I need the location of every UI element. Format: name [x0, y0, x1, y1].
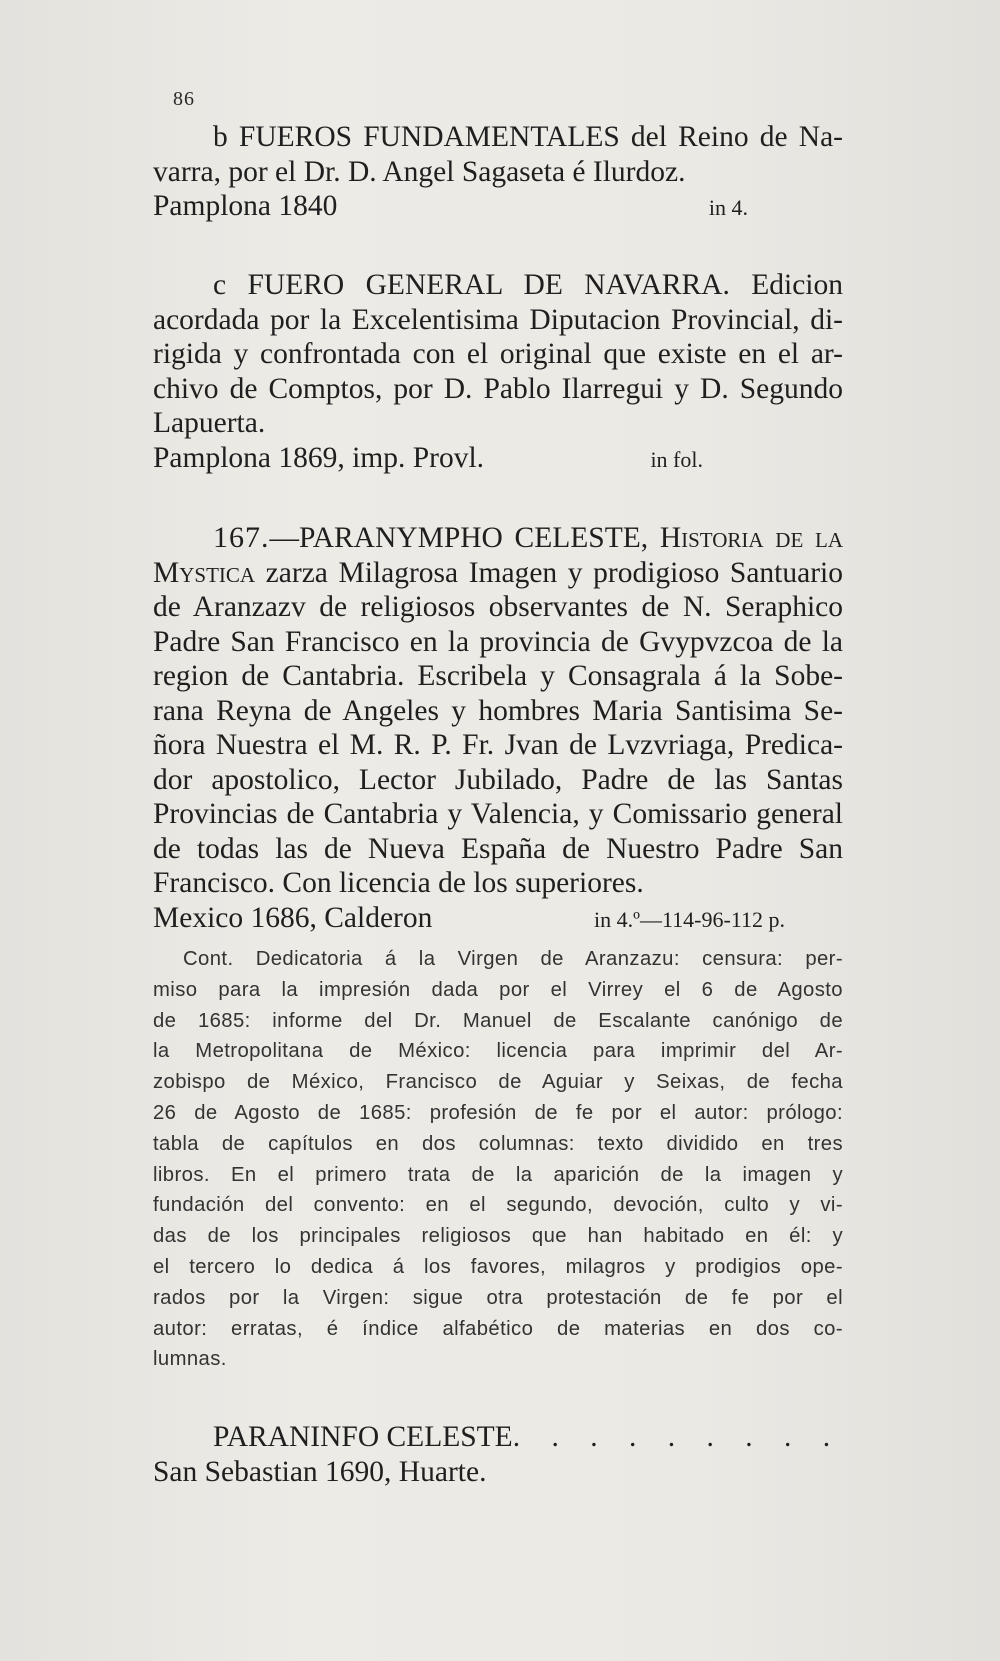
entry-167-line-4: Padre San Francisco en la provincia de Gvypvzcoa de la	[153, 625, 843, 658]
entry-167-line-2-smallcaps: Mystica	[153, 556, 256, 589]
entry-167-contents-note	[153, 944, 843, 1375]
entry-167-line-2	[153, 556, 843, 591]
entry-c-line-4: chivo de Comptos, por D. Pablo Ilarregui y D. Segundo	[153, 372, 843, 405]
entry-b	[153, 120, 843, 224]
entry-167-line-11: Francisco. Con licencia de los superiores.	[153, 867, 644, 899]
note-line: rados por la Virgen: sigue otra protestación de fe por el	[153, 1286, 843, 1309]
entry-167-line-10: de todas las de Nueva España de Nuestro Padre San	[153, 832, 843, 865]
entry-b-line-1: b FUEROS FUNDAMENTALES del Reino de Na-	[213, 121, 843, 153]
entry-167-line-5: region de Cantabria. Escribela y Consagrala á la Sobe-	[153, 660, 843, 692]
note-line: la Metropolitana de México: licencia para imprimir del Ar-	[153, 1040, 843, 1063]
note-line: de 1685: informe del Dr. Manuel de Escalante canónigo de	[153, 1009, 843, 1032]
entry-167-imprint-line	[153, 901, 843, 936]
entry-167-line-3: de Aranzazv de religiosos observantes de N. Seraphico	[153, 591, 843, 623]
entry-167-title: —PARANYMPHO CELESTE,	[269, 522, 649, 554]
note-line: miso para la impresión dada por el Virrey el 6 de Agosto	[153, 978, 843, 1001]
leader-dots: . . . . . . . . .	[512, 1421, 843, 1453]
entry-167-imprint: Mexico 1686, Calderon	[153, 901, 433, 934]
entry-c-format: in fol.	[650, 446, 703, 472]
entry-167-title-smallcaps: Historia de la	[659, 522, 843, 554]
entry-c-imprint: Pamplona 1869, imp. Provl.	[153, 441, 485, 474]
entry-b-imprint-line	[153, 189, 843, 224]
entry-paraninfo-title: PARANINFO CELESTE	[213, 1421, 513, 1453]
entry-167-line-8: dor apostolico, Lector Jubilado, Padre de las Santas	[153, 763, 843, 796]
entry-paraninfo-title-line	[153, 1420, 843, 1455]
entry-c-line-2: acordada por la Excelentisima Diputacion Provincial, di-	[153, 303, 843, 336]
entry-167-line-2-text: zarza Milagrosa Imagen y prodigioso Santuario	[255, 556, 843, 589]
entry-167-line-9: Provincias de Cantabria y Valencia, y Comissario general	[153, 798, 843, 830]
note-line: autor: erratas, é índice alfabético de materias en dos co-	[153, 1317, 843, 1340]
note-line: el tercero lo dedica á los favores, milagros y prodigios ope-	[153, 1255, 843, 1278]
note-line: Cont. Dedicatoria á la Virgen de Aranzazu: censura: per-	[183, 948, 843, 970]
entry-paraninfo-imprint: San Sebastian 1690, Huarte.	[153, 1455, 487, 1488]
entry-c-line-5: Lapuerta.	[153, 407, 266, 439]
entry-167-line-6: rana Reyna de Angeles y hombres Maria Santisima Se-	[153, 694, 843, 727]
entry-b-format: in 4.	[708, 195, 748, 220]
note-line: libros. En el primero trata de la aparición de la imagen y	[153, 1163, 843, 1186]
entry-167-line-7: ñora Nuestra el M. R. P. Fr. Jvan de Lvzvriaga, Predica-	[153, 729, 843, 761]
entry-b-line-2: varra, por el Dr. D. Angel Sagaseta é Ilurdoz.	[153, 155, 686, 188]
note-line: fundación del convento: en el segundo, devoción, culto y vi-	[153, 1194, 843, 1217]
note-line: lumnas.	[153, 1348, 227, 1371]
entry-c-line-3: rigida y confrontada con el original que existe en el ar-	[153, 338, 843, 370]
entry-b-imprint: Pamplona 1840	[153, 190, 338, 222]
entry-167	[153, 521, 843, 935]
note-line: zobispo de México, Francisco de Aguiar y Seixas, de fecha	[153, 1071, 843, 1094]
entry-c-imprint-line	[153, 441, 843, 476]
note-line: das de los principales religiosos que han habitado en él: y	[153, 1225, 843, 1248]
entry-167-format: in 4.º—114-96-112 p.	[594, 906, 785, 932]
page-number: 86	[173, 88, 195, 110]
entry-number: 167.	[213, 521, 270, 554]
note-line: 26 de Agosto de 1685: profesión de fe por el autor: prólogo:	[153, 1101, 843, 1124]
entry-167-title-line	[153, 521, 843, 556]
entry-c-line-1: c FUERO GENERAL DE NAVARRA. Edicion	[213, 269, 843, 301]
entry-paraninfo	[153, 1420, 843, 1489]
entry-c	[153, 268, 843, 475]
note-line: tabla de capítulos en dos columnas: texto dividido en tres	[153, 1132, 843, 1155]
